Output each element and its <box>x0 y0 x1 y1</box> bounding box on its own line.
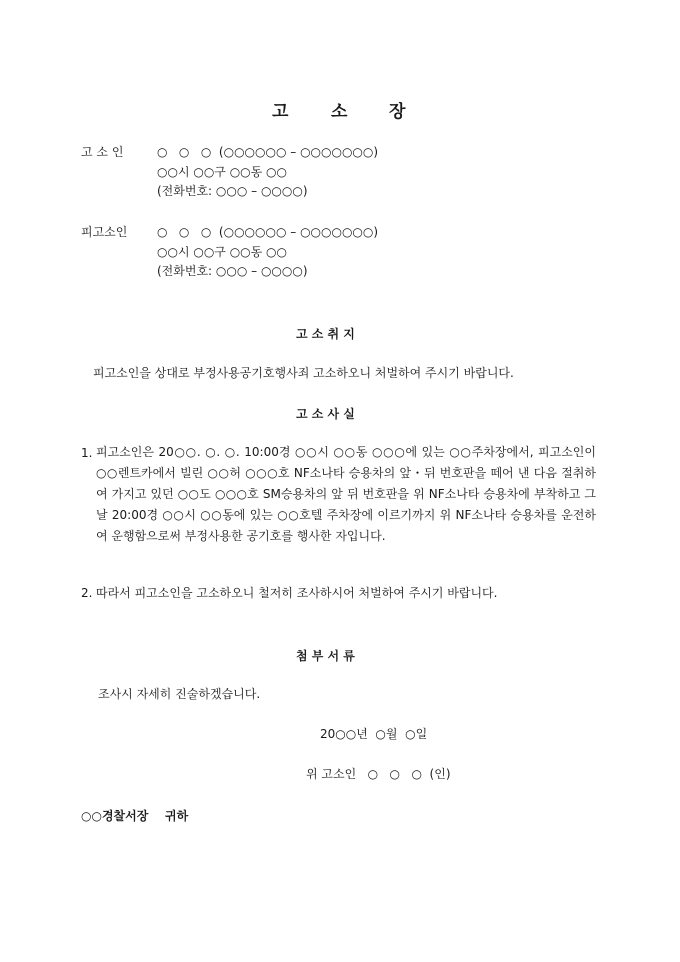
accused-name-id: ○ ○ ○ (○○○○○○ – ○○○○○○○) <box>157 225 379 239</box>
accused-label: 피고소인 <box>81 225 128 239</box>
document-title-char-1: 고 <box>272 102 289 122</box>
accused-address: ○○시 ○○구 ○○동 ○○ <box>157 245 287 259</box>
facts-item-1-number: 1. <box>81 446 93 460</box>
facts-item-1: 피고소인은 20○○. ○. ○. 10:00경 ○○시 ○○동 ○○○에 있는 ○○주차장에서, 피고소인이 ○○렌트카에서 빌린 ○○허 ○○○호 NF소나타 승용차의 앞・뒤 번호판을 떼어 낸 다음 절취하여 가지고 있던 ○○도 ○○○호 SM승용차의 앞 뒤 번호판을 위 NF소나타 승용차에 부착하고 그 날 20:00경 ○○시 ○○동에 있는 ○○호텔 주차장에 이르기까지 위 NF소나타 승용차를 운전하여 운행함으로써 부정사용한 공기호를 행사한 자입니다. <box>96 445 596 543</box>
recipient: ○○경찰서장 귀하 <box>81 809 189 823</box>
document-title-char-3: 장 <box>389 102 406 122</box>
document-date: 20○○년 ○월 ○일 <box>320 727 428 741</box>
complainant-phone: (전화번호: ○○○ – ○○○○) <box>157 184 308 198</box>
purpose-text: 피고소인을 상대로 부정사용공기호행사죄 고소하오니 처벌하여 주시기 바랍니다. <box>93 366 514 380</box>
purpose-heading: 고 소 취 지 <box>296 327 355 341</box>
attachments-text: 조사시 자세히 진술하겠습니다. <box>98 687 261 701</box>
accused-phone: (전화번호: ○○○ – ○○○○) <box>157 264 308 278</box>
complainant-signature: 위 고소인 ○ ○ ○ (인) <box>306 767 451 781</box>
facts-heading: 고 소 사 실 <box>296 407 355 421</box>
document-title-char-2: 소 <box>331 102 348 122</box>
facts-item-2-number: 2. <box>81 586 93 600</box>
facts-item-2: 따라서 피고소인을 고소하오니 철저히 조사하시어 처벌하여 주시기 바랍니다. <box>96 586 498 600</box>
complainant-label: 고 소 인 <box>81 145 124 159</box>
complainant-address: ○○시 ○○구 ○○동 ○○ <box>157 165 287 179</box>
attachments-heading: 첨 부 서 류 <box>296 649 355 663</box>
complainant-name-id: ○ ○ ○ (○○○○○○ – ○○○○○○○) <box>157 145 379 159</box>
